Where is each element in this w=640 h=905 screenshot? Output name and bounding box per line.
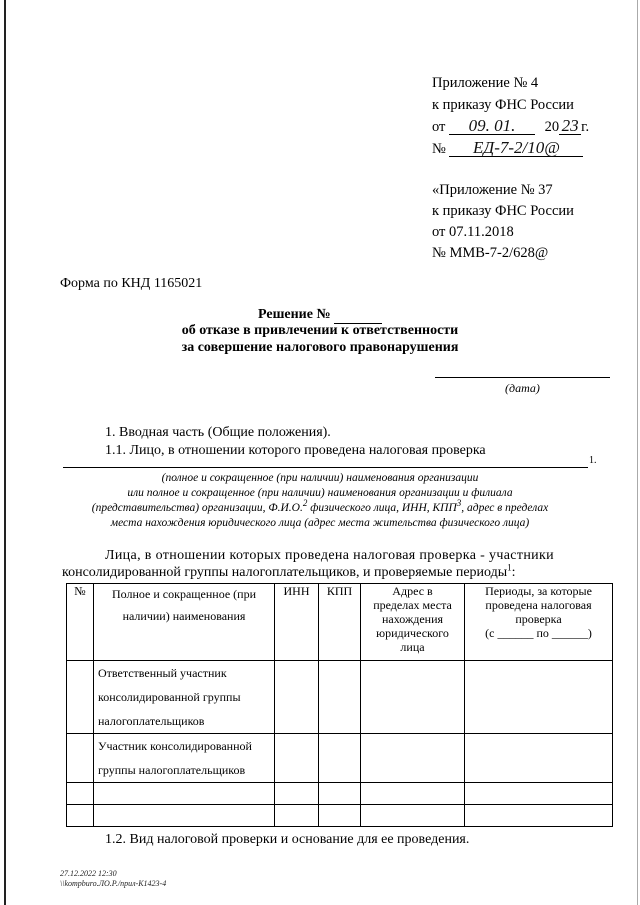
header-address-line-1: Адрес в [392,584,433,598]
header-period-line-4: (с ______ по ______) [485,626,592,640]
header-address-line-5: лица [400,640,425,654]
table-cell [319,661,361,734]
page-edge-right [637,0,638,905]
appendix-year-suffix: г. [581,119,590,135]
consolidated-line-2 [62,562,516,581]
table-cell [465,805,613,827]
old-appendix-line-4: № ММВ-7-2/628@ [432,245,549,261]
decision-subtitle-2: за совершение налогового правонарушения [181,340,459,355]
old-appendix-line-3: от 07.11.2018 [432,224,514,240]
table-cell [465,661,613,734]
header-num: № [67,584,94,661]
old-appendix-line-2: к приказу ФНС России [432,203,574,219]
consolidated-line-2-text: консолидированной группы налогоплательщиков, и проверяемые периоды [62,565,508,580]
caption-3-part-e: , адрес в пределах [461,502,549,514]
header-period-line-3: проверка [515,612,562,626]
table-cell [275,734,319,783]
section-1-2-text: 1.2. Вид налоговой проверки и основание для ее проведения. [105,832,470,847]
caption-3-part-c: физического лица, ИНН, КПП [307,502,457,514]
appendix-line-2: к приказу ФНС России [432,97,574,113]
table-cell [319,805,361,827]
table-cell [275,661,319,734]
header-address-line-2: пределах места [373,598,452,612]
decision-title [0,307,640,324]
appendix-number-line [432,139,583,160]
header-period-line-2: проведена налоговая [485,598,592,612]
footer-path: \\kompburo.ЛО.Р./прил-К1423-4 [60,879,167,888]
table-row [67,661,613,734]
consolidated-footnote: 1 [507,562,512,573]
table-header-row [67,584,613,661]
row-2-line-1: Участник консолидированной [98,739,252,753]
appendix-date-line [432,117,589,138]
header-kpp: КПП [319,584,361,661]
header-period-line-1: Периоды, за которые [485,584,592,598]
table-cell [361,734,465,783]
date-blank-line [435,377,610,378]
footnote-1: 1. [589,455,597,466]
header-name [94,584,275,661]
decision-subtitle-1: об отказе в привлечении к ответственности [181,323,459,338]
handwritten-date: 09. 01. [449,118,535,135]
subject-caption-2: или полное и сокращенное (при наличии) наименования организации и филиала [127,487,513,499]
section-1-1-text: 1.1. Лицо, в отношении которого проведена налоговая проверка [105,443,486,458]
subject-caption-3 [0,498,640,516]
header-address [361,584,465,661]
handwritten-number: ЕД-7-2/10@ [449,140,583,157]
table-cell [94,805,275,827]
table-cell [361,805,465,827]
header-inn: ИНН [275,584,319,661]
caption-3-sup-2: 2 [302,498,308,509]
table-row [67,805,613,827]
header-name-line-2: наличии) наименования [122,609,246,623]
appendix-date-prefix: от [432,119,446,135]
table-cell [67,661,94,734]
table-cell [319,734,361,783]
header-address-line-3: нахождения [381,612,444,626]
table-row [67,783,613,805]
table-row [67,734,613,783]
consolidated-line-1: Лица, в отношении которых проведена налоговая проверка - участники [105,548,554,563]
header-address-line-4: юридического [376,626,449,640]
table-cell [361,661,465,734]
appendix-year-printed: 20 [544,119,560,135]
subject-blank-line [63,467,588,468]
table-cell [275,783,319,805]
appendix-line-1: Приложение № 4 [432,75,539,91]
row-2-line-2: группы налогоплательщиков [98,763,246,777]
consolidated-colon: : [511,565,516,580]
table-cell-responsible [94,661,275,734]
table-cell [67,783,94,805]
table-cell [275,805,319,827]
row-1-line-2: консолидированной группы [98,690,241,704]
footer-timestamp: 27.12.2022 12:30 [60,869,117,878]
footnote-1-mark: 1 [589,455,594,466]
table-cell [465,734,613,783]
row-1-line-3: налогоплательщиков [98,714,205,728]
table-cell [465,783,613,805]
page-edge-left [4,0,6,905]
header-period [465,584,613,661]
table-cell [361,783,465,805]
subject-caption-4: места нахождения юридического лица (адрес места жительства физического лица) [110,517,530,529]
section-1-heading: 1. Вводная часть (Общие положения). [105,425,331,440]
form-code: Форма по КНД 1165021 [60,276,203,291]
appendix-number-prefix: № [432,141,446,157]
table-cell [319,783,361,805]
decision-title-text: Решение № [257,307,331,322]
table-cell [67,805,94,827]
handwritten-year: 23 [559,118,581,135]
participants-table [66,583,613,827]
caption-3-sup-3: 3 [456,498,462,509]
header-name-line-1: Полное и сокращенное (при [111,587,257,601]
date-caption: (дата) [505,381,540,395]
row-1-line-1: Ответственный участник [98,666,227,680]
caption-3-part-a: (представительства) организации, Ф.И.О. [91,502,303,514]
table-cell [67,734,94,783]
old-appendix-line-1: «Приложение № 37 [432,182,553,198]
table-cell-participant [94,734,275,783]
decision-number-blank [334,307,382,324]
subject-caption-1: (полное и сокращенное (при наличии) наименования организации [161,472,479,484]
table-cell [94,783,275,805]
